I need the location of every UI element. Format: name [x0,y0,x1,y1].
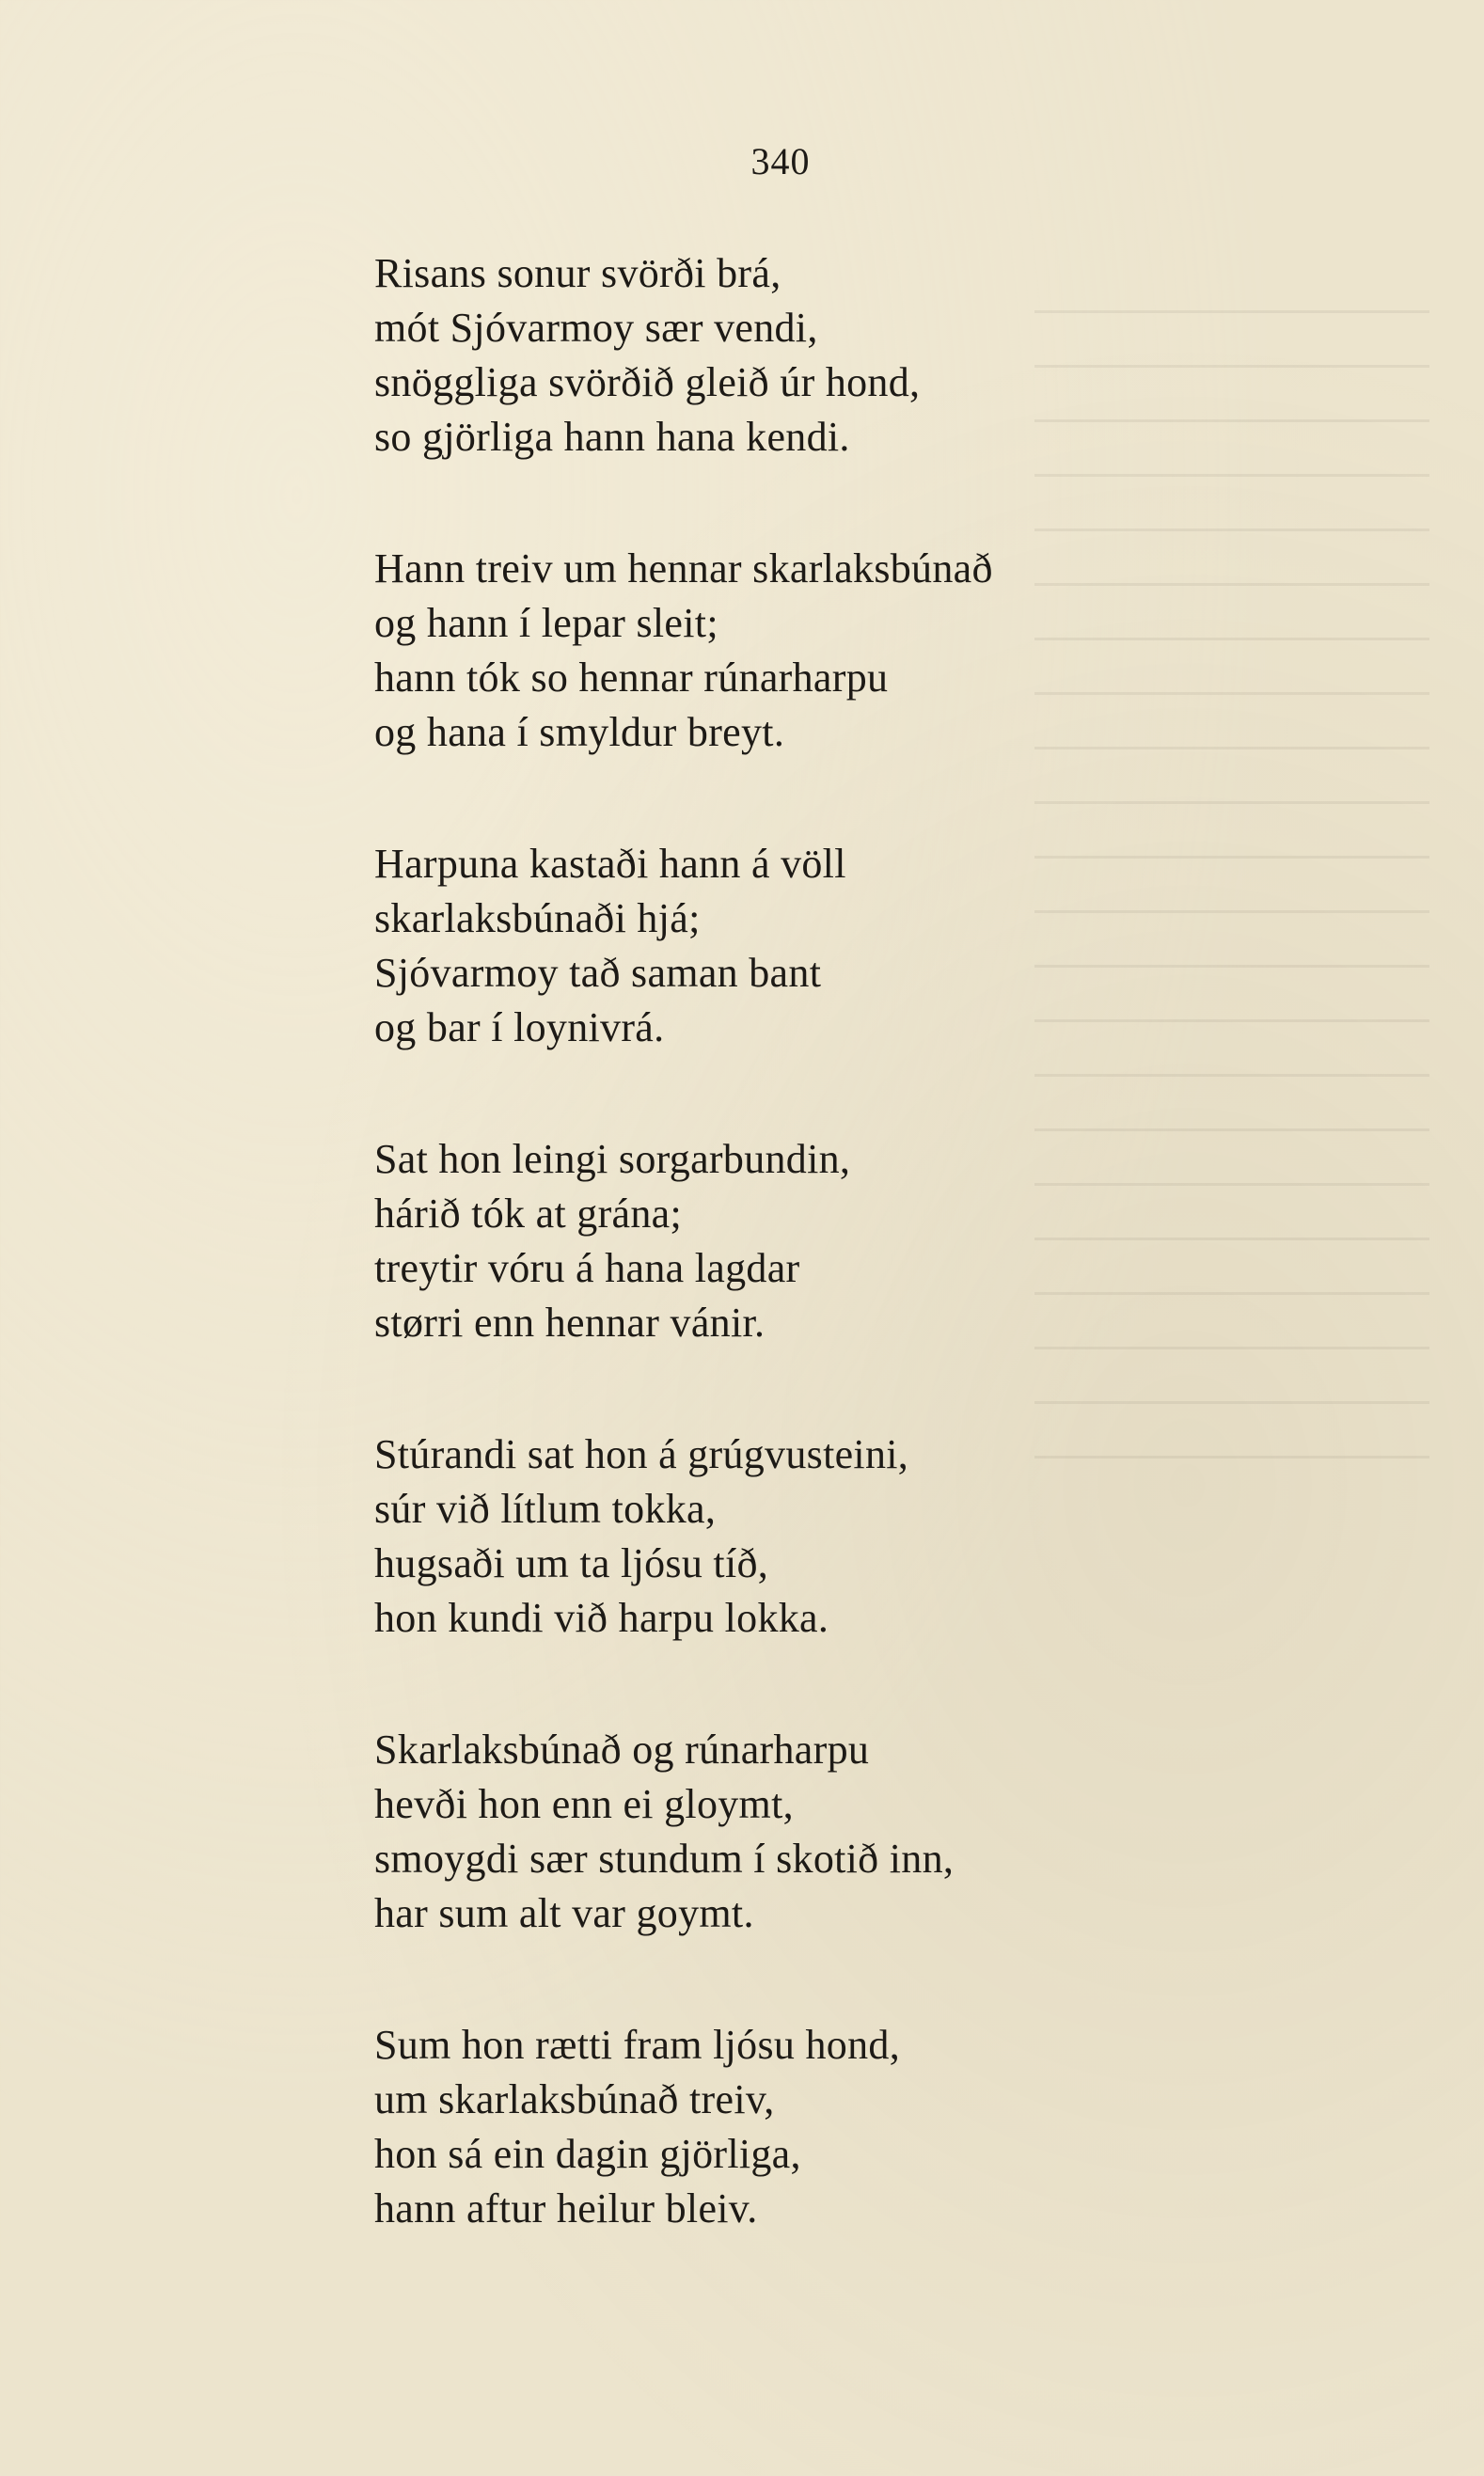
poem-line: mót Sjóvarmoy sær vendi, [374,305,818,351]
poem-line: Hann treiv um hennar skarlaksbúnað [374,545,993,591]
poem-line: snöggliga svörðið gleið úr hond, [374,359,921,405]
poem-line: smoygdi sær stundum í skotið inn, [374,1836,955,1882]
poem-line: Risans sonur svörði brá, [374,250,781,296]
poem-line: hann tók so hennar rúnarharpu [374,654,889,701]
poem-line: hugsaði um ta ljósu tíð, [374,1540,769,1586]
stanza [374,837,1428,1055]
poem-line: hann aftur heilur bleiv. [374,2185,758,2232]
poem-line: hon kundi við harpu lokka. [374,1595,829,1641]
poem-line: Sat hon leingi sorgarbundin, [374,1136,851,1182]
stanza [374,246,1428,465]
poem-line: har sum alt var goymt. [374,1890,754,1936]
stanza [374,2018,1428,2236]
poem-line: so gjörliga hann hana kendi. [374,414,850,460]
poem-line: og hann í lepar sleit; [374,600,718,646]
stanza [374,542,1428,760]
poem-line: treytir vóru á hana lagdar [374,1245,800,1291]
stanza [374,1723,1428,1941]
poem-line: hon sá ein dagin gjörliga, [374,2131,801,2177]
page-number: 340 [750,140,811,182]
poem-line: og bar í loynivrá. [374,1004,665,1050]
poem [374,246,1428,2313]
poem-line: Sjóvarmoy tað saman bant [374,950,822,996]
poem-line: um skarlaksbúnað treiv, [374,2076,775,2122]
poem-line: hevði hon enn ei gloymt, [374,1781,794,1827]
poem-line: og hana í smyldur breyt. [374,709,785,755]
poem-line: størri enn hennar vánir. [374,1300,766,1346]
poem-line: hárið tók at grána; [374,1191,683,1237]
poem-line: Sum hon rætti fram ljósu hond, [374,2022,900,2068]
poem-line: Harpuna kastaði hann á völl [374,841,846,887]
poem-line: skarlaksbúnaði hjá; [374,895,701,941]
poem-line: Skarlaksbúnað og rúnarharpu [374,1727,870,1773]
stanza [374,1427,1428,1646]
stanza [374,1132,1428,1350]
poem-line: súr við lítlum tokka, [374,1486,717,1532]
poem-line: Stúrandi sat hon á grúgvusteini, [374,1431,909,1477]
